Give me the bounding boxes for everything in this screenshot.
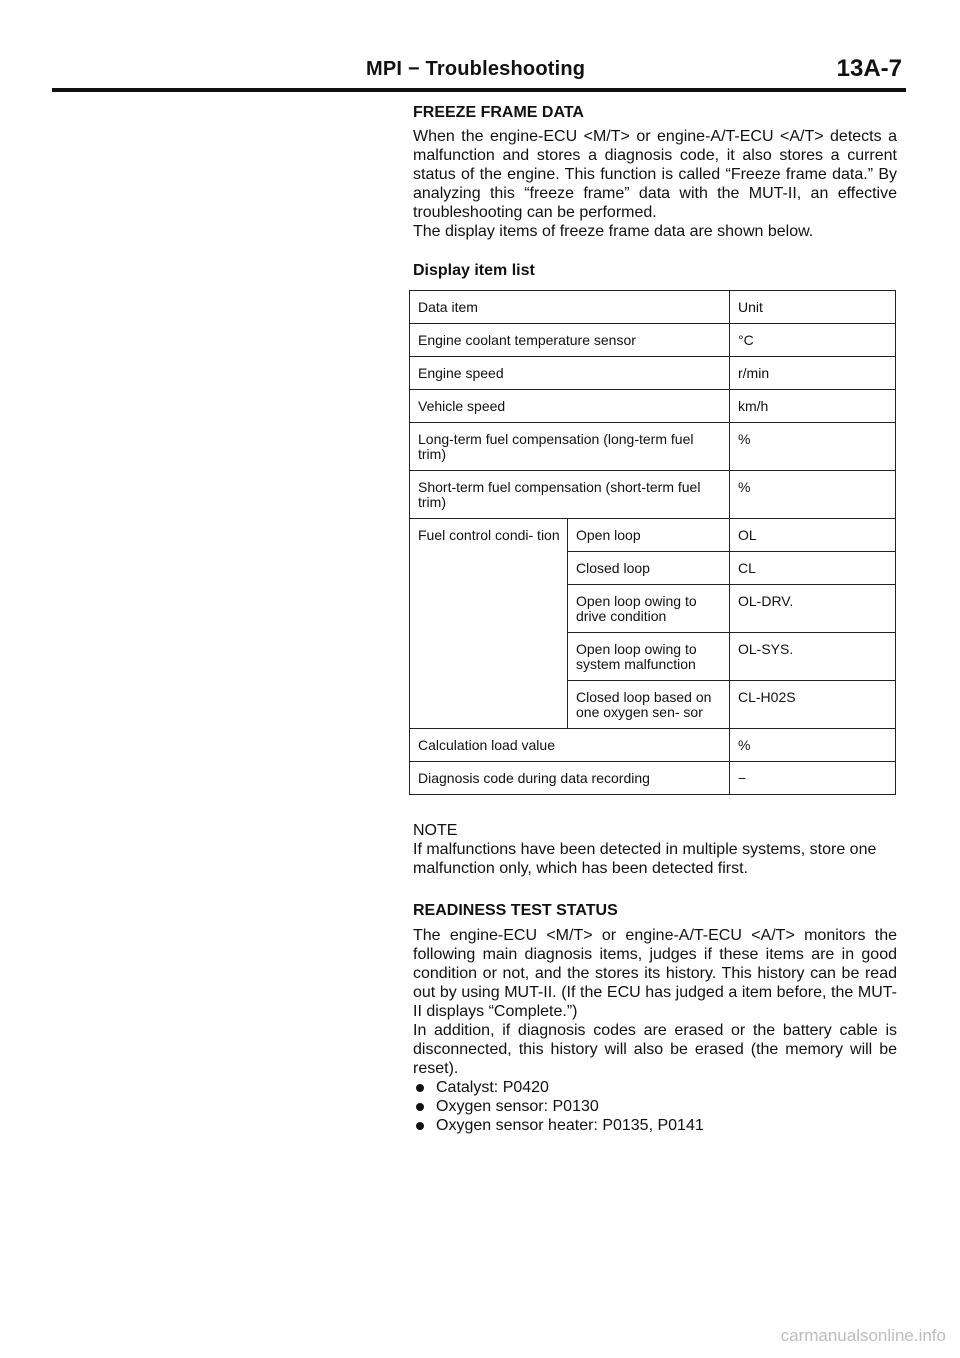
- readiness-paragraph: The engine-ECU <M/T> or engine-A/T-ECU <A/T> monitors the following main diagnosis items, judges if these items are in good condition or not, and the stores its history. This history can be read out by using MUT-II. (If the ECU has judged a item before, the MUT-II displays “Complete.”): [413, 927, 897, 1020]
- table-row: [410, 519, 896, 552]
- row-item: Long-term fuel compensation (long-term fuel trim): [410, 423, 730, 471]
- freeze-frame-paragraph: When the engine-ECU <M/T> or engine-A/T-ECU <A/T> detects a malfunction and stores a diagnosis code, it also stores a current status of the engine. This function is called “Freeze frame data.” By analyzing this “freeze frame” data with the MUT-II, an effective troubleshooting can be performed.: [413, 128, 897, 221]
- section-heading-freeze-frame: FREEZE FRAME DATA: [413, 104, 584, 121]
- table-row: [410, 390, 896, 423]
- section-heading-readiness: READINESS TEST STATUS: [413, 902, 618, 919]
- header-data-item: Data item: [410, 291, 730, 324]
- table-row: [410, 762, 896, 795]
- note-text: If malfunctions have been detected in multiple systems, store one malfunction only, which has been detected first.: [413, 841, 877, 877]
- fuel-condition: Closed loop: [568, 552, 730, 585]
- fuel-condition-unit: CL: [730, 552, 896, 585]
- row-item: Engine coolant temperature sensor: [410, 324, 730, 357]
- header-rule: [52, 88, 906, 92]
- row-item: Short-term fuel compensation (short-term fuel trim): [410, 471, 730, 519]
- table-row: [410, 357, 896, 390]
- note-label: NOTE: [413, 822, 458, 839]
- list-item: Oxygen sensor: P0130: [413, 1097, 897, 1116]
- fuel-condition: Open loop owing to drive condition: [568, 585, 730, 633]
- display-item-list-heading: Display item list: [413, 262, 535, 279]
- list-item: Catalyst: P0420: [413, 1078, 897, 1097]
- table-row: [410, 324, 896, 357]
- page-number: 13A-7: [836, 55, 902, 82]
- table-row: [410, 423, 896, 471]
- list-item: Oxygen sensor heater: P0135, P0141: [413, 1116, 897, 1135]
- fuel-condition: Closed loop based on one oxygen sen- sor: [568, 681, 730, 729]
- row-item: Diagnosis code during data recording: [410, 762, 730, 795]
- fuel-condition-unit: CL-H02S: [730, 681, 896, 729]
- row-unit: r/min: [730, 357, 896, 390]
- main-content: [413, 103, 897, 1135]
- fuel-control-label: Fuel control condi- tion: [410, 519, 568, 729]
- fuel-condition: Open loop owing to system malfunction: [568, 633, 730, 681]
- row-item: Calculation load value: [410, 729, 730, 762]
- row-unit: km/h: [730, 390, 896, 423]
- row-unit: %: [730, 729, 896, 762]
- freeze-frame-paragraph-2: The display items of freeze frame data are shown below.: [413, 223, 814, 240]
- row-unit: %: [730, 423, 896, 471]
- table-header-row: [410, 291, 896, 324]
- row-unit: °C: [730, 324, 896, 357]
- display-item-table: [409, 290, 896, 795]
- fuel-condition: Open loop: [568, 519, 730, 552]
- watermark: carmanualsonline.info: [780, 1326, 946, 1345]
- row-unit: −: [730, 762, 896, 795]
- monitored-items-list: [413, 1078, 897, 1135]
- table-row: [410, 729, 896, 762]
- row-unit: %: [730, 471, 896, 519]
- fuel-condition-unit: OL-SYS.: [730, 633, 896, 681]
- table-row: [410, 471, 896, 519]
- fuel-condition-unit: OL: [730, 519, 896, 552]
- readiness-paragraph-2: In addition, if diagnosis codes are erased or the battery cable is disconnected, this history will also be erased (the memory will be reset).: [413, 1022, 897, 1077]
- page-header-title: MPI − Troubleshooting: [366, 58, 586, 80]
- header-unit: Unit: [730, 291, 896, 324]
- fuel-condition-unit: OL-DRV.: [730, 585, 896, 633]
- row-item: Vehicle speed: [410, 390, 730, 423]
- row-item: Engine speed: [410, 357, 730, 390]
